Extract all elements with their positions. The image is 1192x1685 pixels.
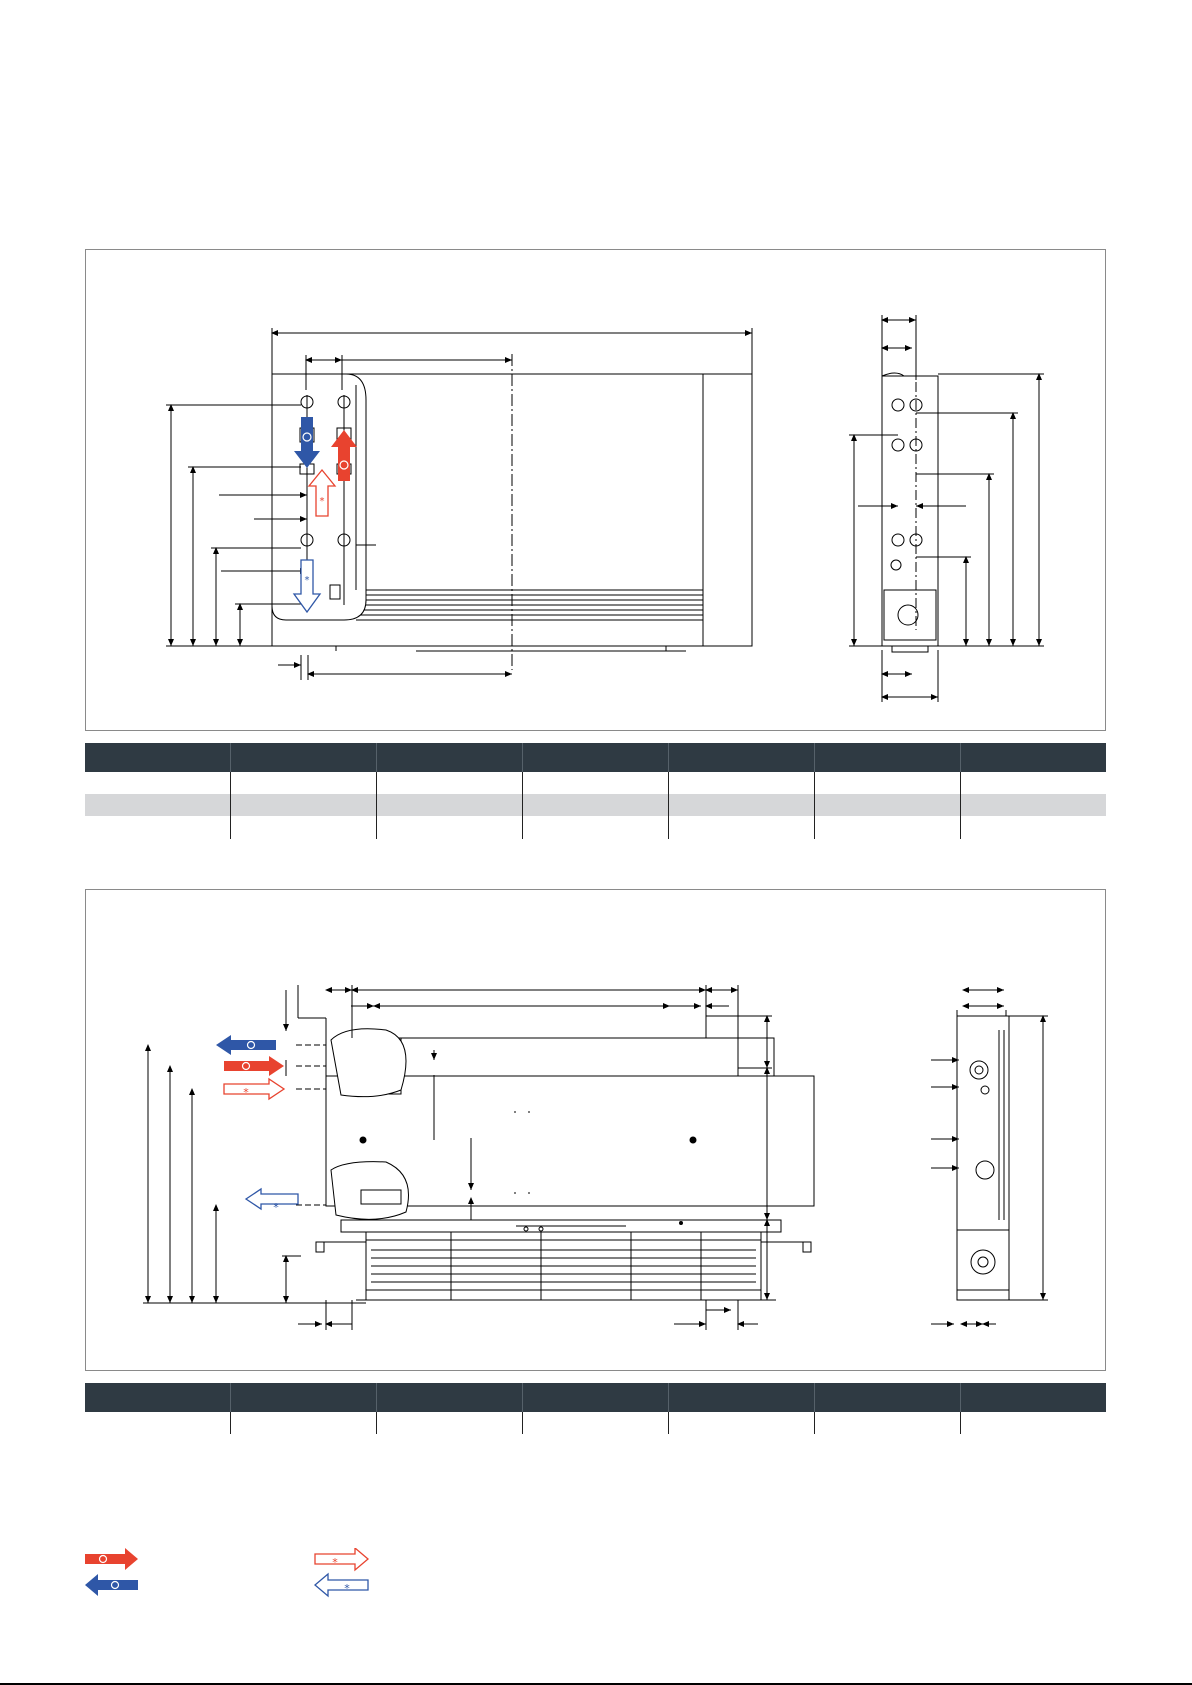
drawing-frame-1	[85, 249, 1106, 731]
svg-text:*: *	[273, 1201, 279, 1214]
front-view	[272, 354, 752, 670]
front-view	[316, 1018, 814, 1300]
dimension-table-2	[85, 1383, 1106, 1434]
cold-water-return-arrow	[315, 1574, 368, 1596]
table-row	[85, 772, 1106, 794]
svg-text:*: *	[332, 1556, 338, 1569]
flow-legend	[85, 1548, 385, 1598]
side-view	[849, 315, 1044, 702]
svg-text:*: *	[319, 496, 325, 507]
table-header	[85, 1383, 1106, 1412]
hot-water-supply-arrow	[85, 1548, 138, 1570]
cooling-outlet-arrow	[246, 1189, 298, 1214]
table-header	[85, 743, 1106, 772]
heating-outlet-arrow	[216, 1035, 276, 1055]
heating-inlet-arrow	[224, 1056, 284, 1076]
svg-text:*: *	[243, 1086, 249, 1099]
table-row	[85, 794, 1106, 816]
technical-drawing-2	[86, 890, 1107, 1372]
side-view	[931, 990, 1048, 1324]
hot-water-return-arrow	[85, 1574, 138, 1596]
svg-text:*: *	[304, 575, 310, 586]
svg-text:*: *	[344, 1582, 350, 1595]
cooling-inlet-arrow	[224, 1079, 284, 1099]
table-row	[85, 1412, 1106, 1434]
drawing-frame-2	[85, 889, 1106, 1371]
table-row	[85, 816, 1106, 839]
dimension-table-1	[85, 743, 1106, 839]
front-dimensions	[166, 328, 752, 680]
front-dimensions	[143, 985, 781, 1330]
technical-drawing-1	[86, 250, 1107, 732]
cold-water-supply-arrow	[315, 1548, 368, 1570]
